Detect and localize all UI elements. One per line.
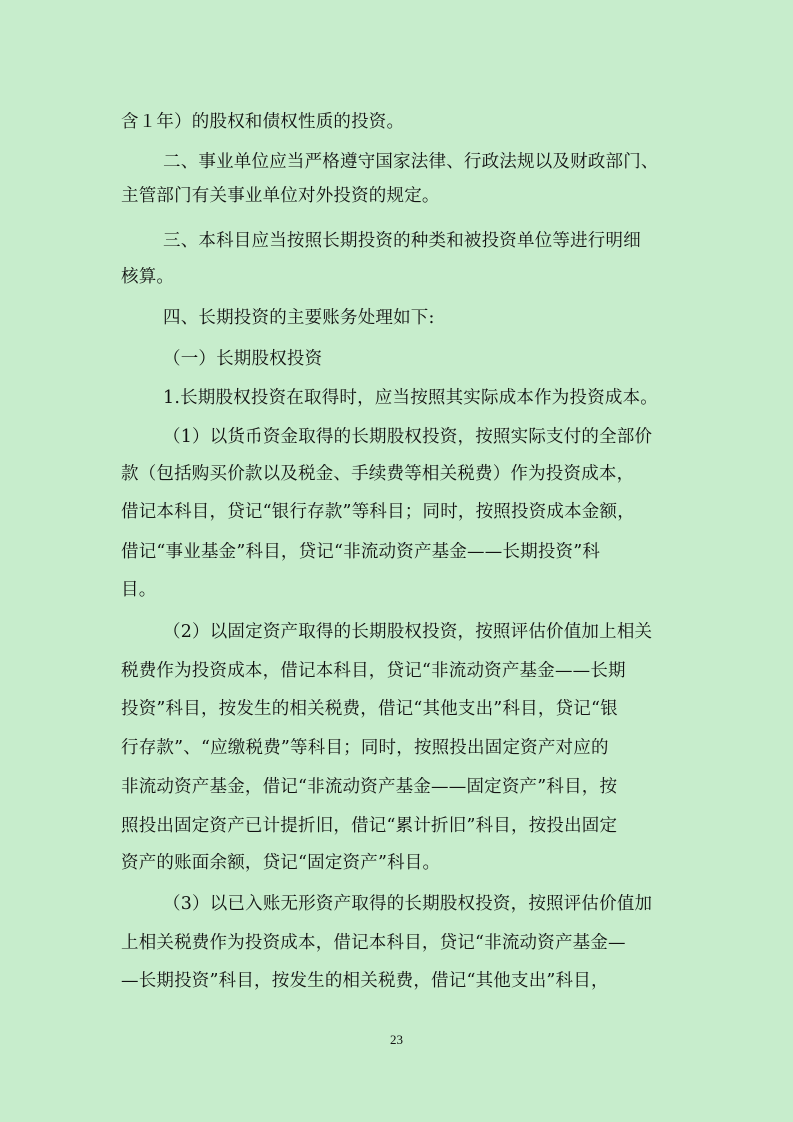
text-line: （1）以货币资金取得的长期股权投资，按照实际支付的全部价 (163, 427, 653, 447)
text-line: 款（包括购买价款以及税金、手续费等相关税费）作为投资成本， (121, 464, 635, 484)
text-line: 二、事业单位应当严格遵守国家法律、行政法规以及财政部门、 (163, 152, 659, 172)
text-line: 核算。 (121, 267, 175, 287)
text-line: 目。 (121, 580, 157, 600)
text-line: 四、长期投资的主要账务处理如下: (163, 308, 435, 328)
text-line: 非流动资产基金，借记“非流动资产基金——固定资产”科目，按 (121, 777, 618, 797)
text-line: 三、本科目应当按照长期投资的种类和被投资单位等进行明细 (163, 231, 641, 251)
page-number: 23 (390, 1032, 403, 1047)
text-line: 投资”科目，按发生的相关税费，借记“其他支出”科目，贷记“银 (121, 699, 618, 719)
text-line: 照投出固定资产已计提折旧，借记“累计折旧”科目，按投出固定 (121, 816, 618, 836)
text-line: 资产的账面余额，贷记“固定资产”科目。 (121, 853, 441, 873)
text-line: 主管部门有关事业单位对外投资的规定。 (121, 186, 440, 206)
text-line: 借记“事业基金”科目，贷记“非流动资产基金——长期投资”科 (121, 542, 601, 562)
text-line: （2）以固定资产取得的长期股权投资，按照评估价值加上相关 (163, 622, 653, 642)
text-line: 行存款”、“应缴税费”等科目；同时，按照投出固定资产对应的 (121, 738, 609, 758)
text-line: 上相关税费作为投资成本，借记本科目，贷记“非流动资产基金— (121, 933, 626, 953)
section-heading: （一）长期股权投资 (163, 349, 323, 369)
text-line: 借记本科目，贷记“银行存款”等科目；同时，按照投资成本金额， (121, 502, 635, 522)
text-line: 税费作为投资成本，借记本科目，贷记“非流动资产基金——长期 (121, 661, 626, 681)
text-line: 含１年）的股权和债权性质的投资。 (121, 112, 405, 132)
text-line: 1.长期股权投资在取得时，应当按照其实际成本作为投资成本。 (163, 388, 658, 408)
text-line: —长期投资”科目，按发生的相关税费，借记“其他支出”科目， (121, 971, 609, 991)
text-line: （3）以已入账无形资产取得的长期股权投资，按照评估价值加 (163, 894, 653, 914)
